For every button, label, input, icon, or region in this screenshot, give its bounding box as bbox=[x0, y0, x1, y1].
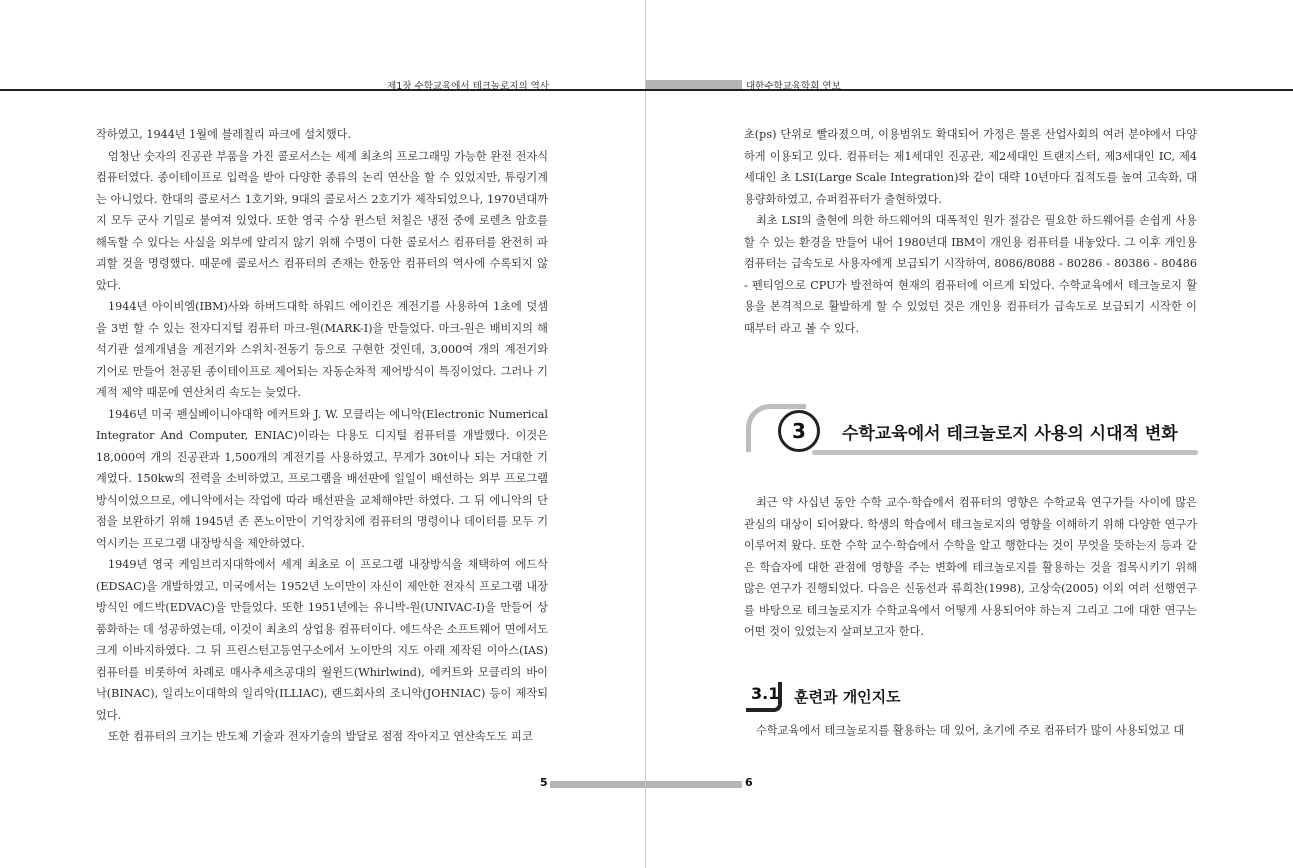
paragraph: 1949년 영국 케임브리지대학에서 세계 최초로 이 프로그램 내장방식을 채택하여 에드삭(EDSAC)을 개발하였고, 미국에서는 1952년 노이만이 자신이 제안한 전자식 프로그램 내장방식인 에드박(EDVAC)을 만들었다. 또한 1951년에는 유니박-원(UNIVAC-I)을 만들어 상품화하는 데 성공하였는데, 이것이 최초의 상업용 컴퓨터이다. 에드삭은 소프트웨어 면에서도 크게 이바지하였다. 그 뒤 프린스턴고등연구소에서 노이만의 지도 아래 제작된 이아스(IAS) 컴퓨터를 비롯하여 차례로 매사추세츠공대의 월윈드(Whirlwind), 에커트와 모클리의 바이낙(BINAC), 일리노이대학의 일리악(ILLIAC), 랜드회사의 조니악(JOHNIAC) 등이 제작되었다. bbox=[96, 558, 548, 722]
header-accent-bar bbox=[646, 80, 742, 89]
left-page-body bbox=[96, 124, 548, 748]
subsection-body bbox=[744, 720, 1197, 742]
right-page-body-top bbox=[744, 124, 1197, 339]
paragraph: 최근 약 사십년 동안 수학 교수·학습에서 컴퓨터의 영향은 수학교육 연구가들 사이에 많은 관심의 대상이 되어왔다. 학생의 학습에서 테크놀로지의 영향을 이해하기 위해 다양한 연구가 이루어져 왔다. 또한 수학 교수·학습에서 수학을 알고 행한다는 것이 무엇을 뜻하는지 등과 같은 학습자에 대한 관점에 영향을 주는 변화에 테크놀로지를 활용하는 것을 접목시키기 위해 많은 연구가 진행되었다. 다음은 신동선과 류희찬(1998), 고상숙(2005) 이외 여러 선행연구를 바탕으로 테크놀로지가 수학교육에서 어떻게 사용되어야 하는지 그리고 그에 대한 연구는 어떤 것이 있었는지 살펴보고자 한다. bbox=[744, 496, 1197, 638]
header-rule bbox=[0, 89, 1293, 91]
center-fold bbox=[645, 0, 646, 868]
paragraph: 작하였고, 1944년 1월에 블레칠리 파크에 설치했다. bbox=[96, 128, 352, 141]
subsection-number: 3.1 bbox=[746, 682, 782, 712]
paragraph: 1946년 미국 펜실베이니아대학 에커트와 J. W. 모클리는 에니악(Electronic Numerical Integrator And Computer, ENIAC)이라는 다용도 디지털 컴퓨터를 개발했다. 이것은 18,000여 개의 진공관과 1,500개의 계전기를 사용하였고, 무게가 30t이나 되는 거대한 기계였다. 150kw의 전력을 소비하였고, 프로그램을 배선판에 일일이 배선하는 외부 프로그램 방식이었으므로, 에니악에서는 작업에 따라 배선판을 교체해야만 하였다. 그 뒤 에니악의 단점을 보완하기 위해 1945년 존 폰노이만이 기억장치에 컴퓨터의 명령이나 데이터를 모두 기억시키는 프로그램 내장방식을 제안하였다. bbox=[96, 407, 548, 550]
section-underline bbox=[812, 450, 1198, 455]
running-header-right: 대한수학교육학회 연보 bbox=[746, 81, 841, 92]
paragraph: 1944년 아이비엠(IBM)사와 하버드대학 하워드 에이킨은 계전기를 사용하여 1초에 덧셈을 3번 할 수 있는 전자디지털 컴퓨터 마크-원(MARK-I)을 만들었다. 마크-원은 배비지의 해석기관 설계개념을 계전기와 스위치·전동기 등으로 구현한 것인데, 3,000여 개의 계전기와 기어로 만들어 천공된 종이테이프로 제어되는 자동순차적 제어방식이 특징이었다. 그러나 기계적 제약 때문에 연산처리 속도는 늦었다. bbox=[96, 300, 548, 399]
footer-bar-left bbox=[550, 781, 645, 788]
footer-bar-right bbox=[646, 781, 742, 788]
paragraph: 수학교육에서 테크놀로지를 활용하는 데 있어, 초기에 주로 컴퓨터가 많이 사용되었고 대 bbox=[756, 724, 1185, 737]
paragraph: 또한 컴퓨터의 크기는 반도체 기술과 전자기술의 발달로 점점 작아지고 연산속도도 피코 bbox=[108, 730, 533, 743]
running-header-left: 제1장 수학교육에서 테크놀로지의 역사 bbox=[387, 81, 549, 92]
paragraph: 엄청난 숫자의 진공관 부품을 가진 콜로서스는 세계 최초의 프로그래밍 가능한 완전 전자식 컴퓨터였다. 종이테이프로 입력을 받아 다양한 종류의 논리 연산을 할 수 있었지만, 튜링기계는 아니었다. 한대의 콜로서스 1호기와, 9대의 콜로서스 2호기가 제작되었으나, 1970년대까지 모두 군사 기밀로 붙여져 있었다. 또한 영국 수상 윈스턴 처칠은 냉전 중에 로렌츠 암호를 해독할 수 있다는 사실을 외부에 알리지 않기 위해 수명이 다한 콜로서스 컴퓨터를 완전히 파괴할 것을 명령했다. 때문에 콜로서스 컴퓨터의 존재는 한동안 컴퓨터의 역사에 수록되지 않았다. bbox=[96, 149, 548, 292]
page-number-left: 5 bbox=[540, 776, 548, 789]
section-title: 수학교육에서 테크놀로지 사용의 시대적 변화 bbox=[842, 424, 1178, 444]
subsection-title: 훈련과 개인지도 bbox=[794, 688, 901, 706]
paragraph: 초(ps) 단위로 빨라졌으며, 이용범위도 확대되어 가정은 물론 산업사회의 여러 분야에서 다양하게 이용되고 있다. 컴퓨터는 제1세대인 진공관, 제2세대인 트랜지스터, 제3세대인 IC, 제4세대인 초 LSI(Large Scale Integration)와 같이 대략 10년마다 집적도를 높여 고속화, 대용량화하였고, 슈퍼컴퓨터가 출현하였다. bbox=[744, 128, 1197, 206]
paragraph: 최초 LSI의 출현에 의한 하드웨어의 대폭적인 원가 절감은 필요한 하드웨어를 손쉽게 사용할 수 있는 환경을 만들어 내어 1980년대 IBM이 개인용 컴퓨터를 내놓았다. 그 이후 개인용 컴퓨터는 급속도로 사용자에게 보급되기 시작하여, 8086/8088 - 80286 - 80386 - 80486 - 펜티엄으로 CPU가 발전하여 현재의 컴퓨터에 이르게 되었다. 수학교육에서 테크놀로지 활용을 본격적으로 활발하게 할 수 있었던 것은 개인용 컴퓨터가 급속도로 보급되기 시작한 이때부터 라고 볼 수 있다. bbox=[744, 214, 1197, 335]
section-number-badge: 3 bbox=[778, 410, 820, 452]
page-number-right: 6 bbox=[745, 776, 753, 789]
section-body bbox=[744, 492, 1197, 643]
